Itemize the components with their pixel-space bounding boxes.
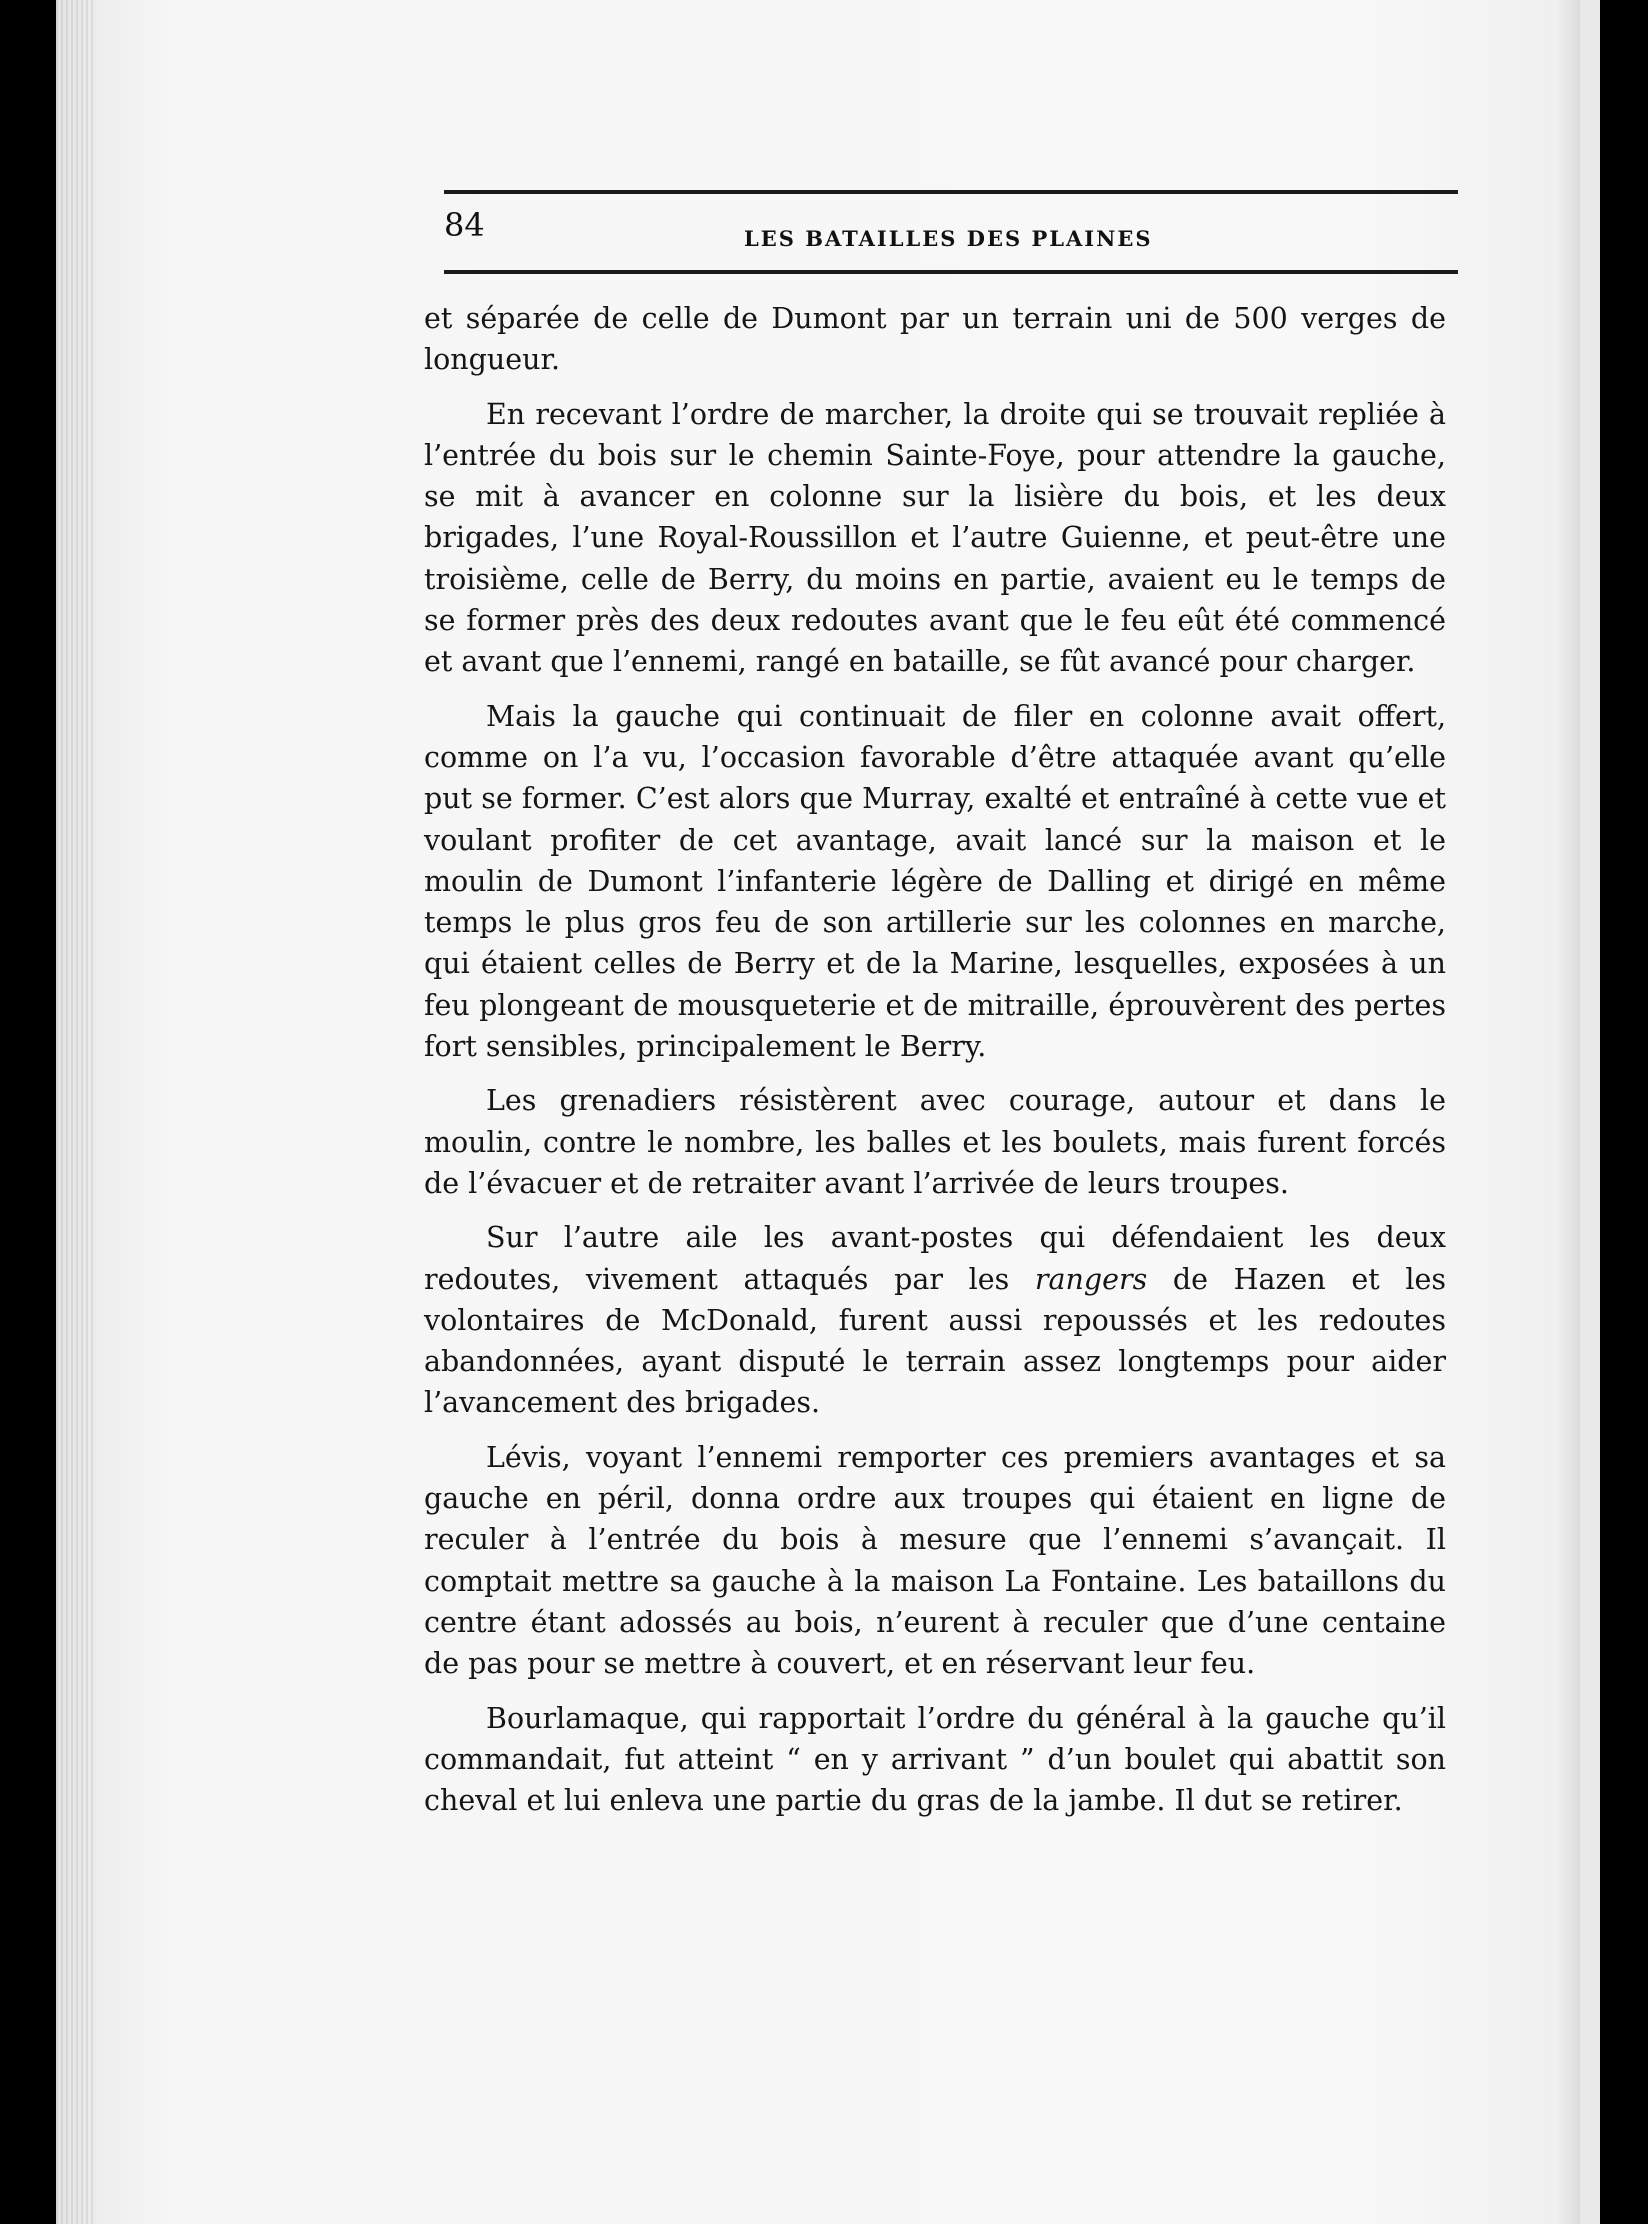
paragraph: Lévis, voyant l’ennemi remporter ces premiers avantages et sa gauche en péril, donna ordre aux troupes qui étaient en ligne de reculer à l’entrée du bois à mesure que l’ennemi s’avançait. Il comptait mettre sa gauche à la maison La Fontaine. Les bataillons du centre étant adossés au bois, n’eurent à reculer que d’une centaine de pas pour se mettre à couvert, et en réservant leur feu. [424, 1440, 1446, 1681]
paragraph: Mais la gauche qui continuait de filer en colonne avait offert, comme on l’a vu, l’occasion favorable d’être attaquée avant qu’elle put se former. C’est alors que Murray, exalté et entraîné à cette vue et voulant profiter de cet avantage, avait lancé sur la maison et le moulin de Dumont l’infanterie légère de Dalling et dirigé en même temps le plus gros feu de son artillerie sur les colonnes en marche, qui étaient celles de Berry et de la Marine, lesquelles, exposées à un feu plongeant de mousqueterie et de mitraille, éprouvèrent des pertes fort sensibles, principalement le Berry. [424, 699, 1446, 1064]
body-text [424, 298, 1446, 1834]
running-title: LES BATAILLES DES PLAINES [744, 226, 1153, 251]
italic-word: rangers [1034, 1262, 1148, 1296]
page-header [444, 190, 1458, 300]
page-stack-edge [56, 0, 96, 2224]
paragraph: Les grenadiers résistèrent avec courage, autour et dans le moulin, contre le nombre, les balles et les boulets, mais furent forcés de l’évacuer et de retraiter avant l’arrivée de leurs troupes. [424, 1084, 1446, 1200]
paragraph-with-italic [424, 1217, 1446, 1423]
paragraph: En recevant l’ordre de marcher, la droite qui se trouvait repliée à l’entrée du bois sur le chemin Sainte-Foye, pour attendre la gauche, se mit à avancer en colonne sur la lisière du bois, et les deux brigades, l’une Royal-Roussillon et l’autre Guienne, et peut-être une troisième, celle de Berry, du moins en partie, avaient eu le temps de se former près des deux redoutes avant que le feu eût été commencé et avant que l’ennemi, rangé en bataille, se fût avancé pour charger. [424, 397, 1446, 679]
facing-page-edge [1580, 0, 1600, 2224]
paragraph: Bourlamaque, qui rapportait l’ordre du général à la gauche qu’il commandait, fut atteint “ en y arrivant ” d’un boulet qui abattit son cheval et lui enleva une partie du gras de la jambe. Il dut se retirer. [424, 1701, 1446, 1818]
header-rule-bottom [444, 270, 1458, 274]
paragraph-continuation: et séparée de celle de Dumont par un terrain uni de 500 verges de longueur. [424, 302, 1446, 377]
header-rule-top [444, 190, 1458, 194]
paragraph-text: de Hazen et les volontaires de McDonald, furent aussi repoussés et les redoutes abandonnées, ayant disputé le terrain assez longtemps pour aider l’avancement des brigades. [424, 1262, 1446, 1420]
page-number: 84 [444, 206, 485, 244]
paragraph-text: Sur l’autre aile les avant-postes qui défendaient les deux redoutes, vivement attaqués par les [424, 1221, 1446, 1296]
